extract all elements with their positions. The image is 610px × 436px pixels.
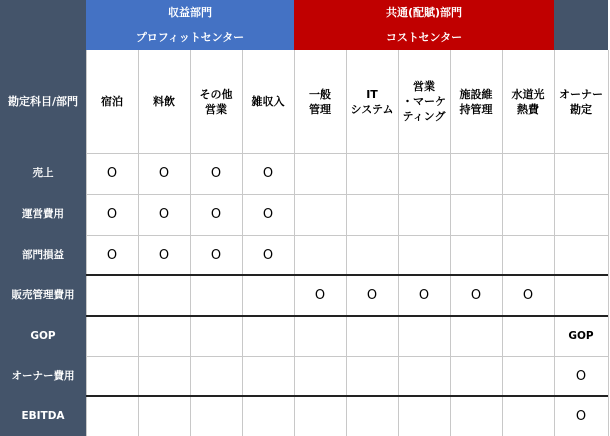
- column-header: オーナー 勘定: [559, 87, 603, 116]
- table-cell: [450, 235, 502, 275]
- table-cell: [294, 316, 346, 356]
- table-cell: [242, 396, 294, 436]
- grid-line-vertical: [398, 50, 399, 436]
- owner-header-bg: [554, 0, 608, 50]
- table-cell: [294, 396, 346, 436]
- table-cell: [502, 153, 554, 194]
- table-cell: O: [262, 247, 274, 263]
- table-cell: O: [522, 288, 534, 303]
- section-divider: [86, 315, 608, 317]
- table-cell: [294, 356, 346, 396]
- profit-center-line2: プロフィットセンター: [86, 25, 294, 50]
- column-header: 宿泊: [101, 95, 123, 108]
- section-divider: [86, 274, 608, 276]
- table-cell: [450, 153, 502, 194]
- table-cell: O: [210, 166, 222, 181]
- table-cell: [86, 275, 138, 316]
- grid-line-horizontal: [86, 194, 608, 195]
- column-header: その他 営業: [199, 87, 233, 116]
- table-cell: O: [470, 288, 482, 303]
- table-cell: O: [575, 408, 587, 424]
- grid-line-horizontal: [86, 235, 608, 236]
- row-label: 販売管理費用: [0, 275, 86, 316]
- grid-line-vertical: [450, 50, 451, 436]
- grid-line-vertical: [554, 50, 555, 436]
- table-cell: [86, 396, 138, 436]
- cost-center-line1: 共通(配賦)部門: [294, 0, 554, 25]
- cost-center-line2: コストセンター: [294, 25, 554, 50]
- table-cell: [554, 194, 608, 235]
- table-cell: O: [106, 166, 118, 181]
- table-cell: O: [418, 288, 430, 303]
- table-cell: [346, 316, 398, 356]
- table-cell: [294, 153, 346, 194]
- table-cell: [190, 316, 242, 356]
- table-cell: [502, 235, 554, 275]
- corner-label: 勘定科目/部門: [0, 50, 86, 153]
- table-cell: O: [575, 368, 587, 384]
- column-header: 料飲: [153, 95, 175, 108]
- column-header: IT システム: [350, 87, 394, 116]
- column-header: 水道光 熱費: [511, 87, 545, 116]
- table-cell: O: [262, 207, 274, 222]
- grid-line-vertical: [608, 50, 609, 436]
- row-label: GOP: [0, 316, 86, 356]
- table-cell: [398, 153, 450, 194]
- table-cell: [294, 194, 346, 235]
- row-label: 売上: [0, 153, 86, 194]
- table-cell: [554, 153, 608, 194]
- table-cell: O: [210, 207, 222, 222]
- table-cell: O: [158, 166, 170, 181]
- table-cell: [554, 235, 608, 275]
- table-cell: O: [158, 247, 170, 263]
- table-cell: [450, 396, 502, 436]
- table-cell: O: [106, 207, 118, 222]
- table-cell: [450, 356, 502, 396]
- table-cell: [86, 356, 138, 396]
- table-cell: [86, 316, 138, 356]
- table-cell: [346, 235, 398, 275]
- grid-line-vertical: [242, 50, 243, 436]
- table-cell: O: [210, 247, 222, 263]
- table-cell: [502, 316, 554, 356]
- table-cell: [242, 356, 294, 396]
- row-label: EBITDA: [0, 396, 86, 436]
- table-cell: GOP: [568, 329, 594, 342]
- table-cell: [398, 194, 450, 235]
- table-cell: [398, 396, 450, 436]
- table-cell: [190, 396, 242, 436]
- table-cell: O: [262, 166, 274, 181]
- grid-line-vertical: [502, 50, 503, 436]
- corner-header-bg: [0, 0, 86, 50]
- profit-center-line1: 収益部門: [86, 0, 294, 25]
- table-cell: [346, 194, 398, 235]
- section-divider: [86, 395, 608, 397]
- grid-line-vertical: [294, 50, 295, 436]
- table-cell: O: [314, 288, 326, 303]
- table-cell: [190, 356, 242, 396]
- grid-line-vertical: [190, 50, 191, 436]
- table-cell: [502, 356, 554, 396]
- table-cell: [138, 316, 190, 356]
- table-cell: [242, 316, 294, 356]
- table-cell: [294, 235, 346, 275]
- grid-line-vertical: [346, 50, 347, 436]
- row-label: オーナー費用: [0, 356, 86, 396]
- table-cell: [138, 356, 190, 396]
- table-cell: [554, 275, 608, 316]
- table-cell: [450, 194, 502, 235]
- column-header: 営業 ・マーケ ティング: [402, 80, 446, 123]
- table-cell: [138, 275, 190, 316]
- table-cell: O: [158, 207, 170, 222]
- column-header: 雑収入: [251, 95, 285, 108]
- grid-line-horizontal: [86, 356, 608, 357]
- table-cell: [398, 356, 450, 396]
- table-cell: [138, 396, 190, 436]
- table-cell: O: [366, 288, 378, 303]
- column-header: 一般 管理: [309, 87, 331, 116]
- grid-line-vertical: [86, 50, 87, 436]
- grid-line-vertical: [138, 50, 139, 436]
- column-header: 施設維 持管理: [459, 87, 493, 116]
- table-cell: [346, 356, 398, 396]
- table-cell: O: [106, 247, 118, 263]
- row-label: 部門損益: [0, 235, 86, 275]
- row-label: 運営費用: [0, 194, 86, 235]
- table-cell: [398, 235, 450, 275]
- table-cell: [398, 316, 450, 356]
- table-cell: [450, 316, 502, 356]
- table-cell: [502, 396, 554, 436]
- table-cell: [346, 153, 398, 194]
- table-cell: [242, 275, 294, 316]
- table-cell: [502, 194, 554, 235]
- table-cell: [346, 396, 398, 436]
- header-bottom-line: [86, 153, 608, 154]
- table-cell: [190, 275, 242, 316]
